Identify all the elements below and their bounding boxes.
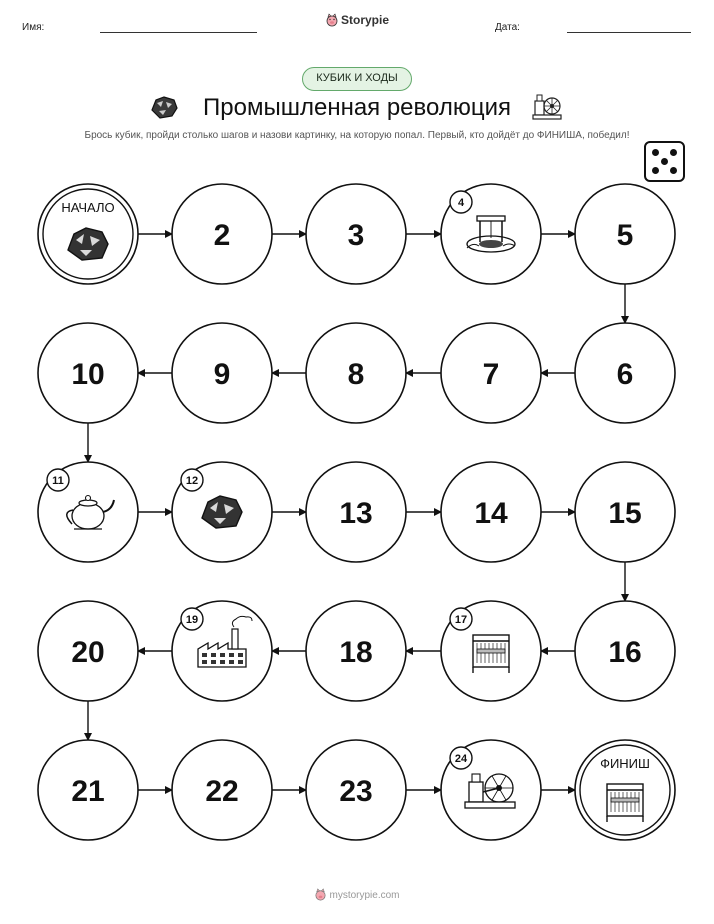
board-space[interactable] [38, 740, 138, 840]
loom-icon [607, 784, 643, 822]
space-number: 10 [71, 358, 105, 391]
space-number: 14 [474, 497, 508, 530]
board-space[interactable] [441, 323, 541, 423]
space-number: 19 [185, 614, 199, 626]
board-space[interactable] [172, 323, 272, 423]
space-number: 4 [457, 197, 465, 209]
space-number: 18 [339, 636, 373, 669]
board-space[interactable] [306, 462, 406, 562]
board-space[interactable] [172, 462, 272, 562]
board-space[interactable] [575, 184, 675, 284]
space-number: 9 [213, 358, 231, 391]
space-number: 6 [616, 358, 634, 391]
start-label: НАЧАЛО [61, 200, 115, 215]
footer-url: mystorypie.com [329, 890, 400, 901]
brand-name: Storypie [340, 13, 389, 27]
board-space[interactable] [441, 740, 541, 840]
board-space[interactable] [306, 740, 406, 840]
board-space[interactable] [38, 184, 138, 284]
date-label: Дата: [495, 22, 520, 33]
space-number: 17 [454, 614, 468, 626]
board-space[interactable] [172, 740, 272, 840]
space-number: 16 [608, 636, 642, 669]
space-number: 22 [205, 775, 239, 808]
space-number: 8 [347, 358, 365, 391]
board-space[interactable] [306, 184, 406, 284]
finish-label: ФИНИШ [600, 756, 650, 771]
space-number: 2 [213, 219, 231, 252]
board-space[interactable] [172, 184, 272, 284]
board-space[interactable] [38, 462, 138, 562]
space-number: 3 [347, 219, 365, 252]
board-space[interactable] [441, 184, 541, 284]
steam-engine-icon [465, 774, 515, 808]
space-number: 23 [339, 775, 373, 808]
board-space[interactable] [306, 323, 406, 423]
board-space[interactable] [575, 601, 675, 701]
footer [0, 888, 714, 901]
board-space[interactable] [38, 601, 138, 701]
space-number: 5 [616, 219, 634, 252]
space-number: 20 [71, 636, 105, 669]
instructions: Брось кубик, пройди столько шагов и назови картинку, на которую попал. Первый, кто дойдёт до ФИНИША, победил! [84, 130, 630, 141]
board-space[interactable] [38, 323, 138, 423]
space-number: 11 [52, 475, 64, 487]
board-space[interactable] [575, 740, 675, 840]
board-space[interactable] [575, 323, 675, 423]
space-number: 15 [608, 497, 642, 530]
space-number: 12 [185, 475, 199, 487]
space-number: 21 [71, 775, 105, 808]
space-number: 7 [482, 358, 500, 391]
page-title: Промышленная революция [203, 94, 511, 121]
activity-badge: КУБИК И ХОДЫ [302, 67, 412, 91]
board-space[interactable] [172, 601, 272, 701]
loom-icon [473, 635, 509, 673]
board-space[interactable] [575, 462, 675, 562]
space-number: 13 [339, 497, 373, 530]
board-space[interactable] [441, 601, 541, 701]
space-number: 24 [454, 753, 468, 765]
board-space[interactable] [441, 462, 541, 562]
pig-mascot-icon [314, 888, 327, 901]
name-label: Имя: [22, 22, 45, 33]
board-space[interactable] [306, 601, 406, 701]
